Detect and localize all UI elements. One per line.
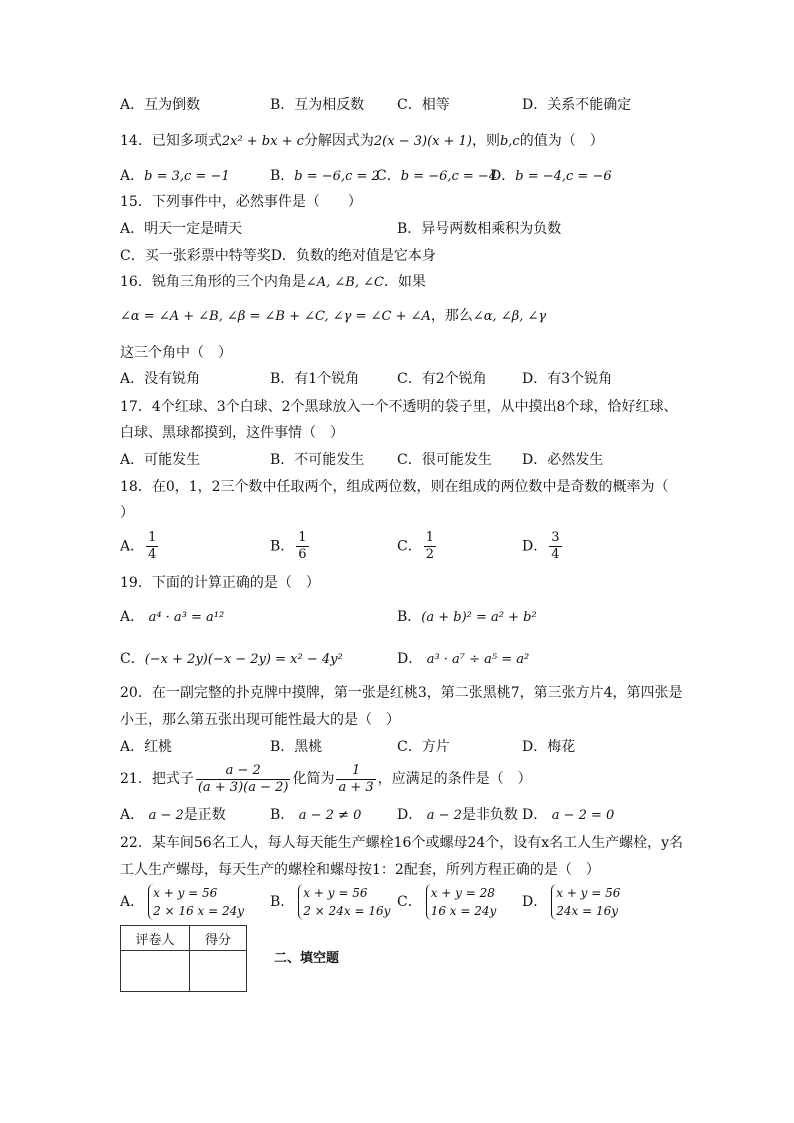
denominator: 2 [425, 547, 434, 562]
q20-option-b[interactable]: B．黑桃 [270, 739, 323, 755]
q22-line1: 22．某车间56名工人，每人每天能生产螺栓16个或螺母24个，设有x名工人生产螺栓，y名 [120, 835, 684, 851]
q16-definitions: ∠α = ∠A + ∠B, ∠β = ∠B + ∠C, ∠γ = ∠C + ∠A [120, 309, 431, 324]
q21-option-b[interactable] [270, 806, 361, 825]
equation: x + y = 56 [303, 886, 368, 900]
score-table-header-score: 得分 [190, 926, 247, 951]
q16-text: ，那么 [430, 308, 473, 324]
denominator: 6 [298, 547, 307, 562]
q17-line1: 17．4个红球、3个白球、2个黑球放入一个不透明的袋子里，从中摸出8个球，恰好红球、 [120, 399, 678, 415]
equation: 2 × 24x = 16y [303, 904, 391, 918]
option-label: D． [397, 807, 423, 823]
q14-stem [120, 132, 604, 151]
q16-text: 16．锐角三角形的三个内角是 [120, 274, 306, 290]
q17-line2: 白球、黑球都摸到，这件事情（ ） [120, 425, 344, 441]
option-math: b = −6,c = −4 [400, 169, 498, 184]
section-title: 二、填空题 [274, 950, 340, 965]
q17-option-b[interactable]: B．不可能发生 [270, 452, 365, 468]
option-label: A． [120, 807, 145, 823]
q20-option-d[interactable]: D．梅花 [522, 739, 576, 755]
equation-system [426, 884, 497, 920]
option-math: (−x + 2y)(−x − 2y) = x² − 4y² [144, 652, 343, 667]
equation-system [551, 884, 620, 920]
q21-text: ，应满足的条件是（ ） [377, 771, 532, 787]
option-math: (a + b)² = a² + b² [421, 610, 537, 625]
option-math: a − 2 ≠ 0 [298, 808, 362, 823]
q13-option-b[interactable]: B．互为相反数 [270, 97, 365, 113]
q16-option-d[interactable]: D．有3个锐角 [522, 371, 613, 387]
q21-option-a[interactable] [120, 806, 226, 825]
fraction [549, 530, 561, 563]
q14-polynomial: 2x² + bx + c [221, 134, 304, 149]
q19-option-b[interactable] [397, 608, 537, 627]
q21-text: 化简为 [292, 771, 335, 787]
fraction [424, 530, 436, 563]
equation: x + y = 56 [556, 886, 621, 900]
option-label: D． [490, 168, 516, 184]
q22-option-c[interactable] [397, 884, 496, 920]
q16-stem [120, 273, 426, 292]
q14-factored: 2(x − 3)(x + 1) [373, 134, 472, 149]
option-label: A． [120, 609, 145, 625]
score-table-header-grader: 评卷人 [121, 926, 190, 951]
option-label: D． [397, 651, 423, 667]
fraction [146, 530, 158, 563]
q16-line3: 这三个角中（ ） [120, 345, 232, 361]
q17-option-c[interactable]: C．很可能发生 [397, 452, 492, 468]
option-label: D． [522, 538, 548, 555]
option-label: A． [120, 168, 145, 184]
option-label: B． [270, 538, 295, 555]
q22-line2: 工人生产螺母，每天生产的螺栓和螺母按1：2配套，所列方程正确的是（ ） [120, 862, 600, 878]
q18-line1: 18．在0，1，2三个数中任取两个，组成两位数，则在组成的两位数中是奇数的概率为（ [120, 479, 669, 495]
q18-option-d[interactable] [522, 530, 564, 563]
q20-option-a[interactable]: A．红桃 [120, 739, 173, 755]
equation: x + y = 56 [153, 886, 218, 900]
q16-option-a[interactable]: A．没有锐角 [120, 371, 201, 387]
numerator: 1 [148, 530, 157, 545]
q17-option-a[interactable]: A．可能发生 [120, 452, 201, 468]
q17-option-d[interactable]: D．必然发生 [522, 452, 604, 468]
q19-option-a[interactable] [120, 608, 224, 627]
q14-option-b[interactable] [270, 167, 380, 186]
q14-option-c[interactable] [376, 167, 497, 186]
q16-text: ．如果 [383, 274, 426, 290]
q14-text: 的值为（ ） [519, 133, 604, 149]
q19-option-d[interactable] [397, 650, 529, 669]
q14-text: 14．已知多项式 [120, 133, 222, 149]
q20-option-c[interactable]: C．方片 [397, 739, 450, 755]
q18-option-a[interactable] [120, 530, 160, 563]
option-math: a³ · a⁷ ÷ a⁵ = a² [426, 652, 530, 667]
q19-option-c[interactable] [120, 650, 343, 669]
q15-stem: 15．下列事件中，必然事件是（ ） [120, 194, 362, 210]
q20-line1: 20．在一副完整的扑克牌中摸牌，第一张是红桃3，第二张黑桃7，第三张方片4，第四张是 [120, 685, 683, 701]
score-table [120, 925, 247, 992]
option-label: C． [397, 538, 422, 555]
q21-fraction-original [196, 763, 291, 796]
q14-text: 分解因式为 [303, 133, 374, 149]
q14-text: ，则 [471, 133, 500, 149]
q15-option-a[interactable]: A．明天一定是晴天 [120, 221, 243, 237]
equation-system [148, 884, 244, 920]
equation: 16 x = 24y [430, 904, 497, 918]
numerator: a − 2 [196, 763, 291, 780]
score-table-cell-score[interactable] [190, 951, 247, 992]
q13-option-a[interactable]: A．互为倒数 [120, 97, 201, 113]
option-text: 是正数 [183, 807, 226, 823]
option-label: A． [120, 538, 145, 555]
denominator: 4 [148, 547, 157, 562]
q21-text: 21．把式子 [120, 771, 194, 787]
option-label: C． [376, 168, 401, 184]
q22-option-a[interactable] [120, 884, 244, 920]
q22-option-d[interactable] [522, 884, 620, 920]
q21-option-d2[interactable] [522, 806, 614, 825]
q15-option-b[interactable]: B．异号两数相乘积为负数 [397, 221, 562, 237]
q16-option-c[interactable]: C．有2个锐角 [397, 371, 487, 387]
fraction [296, 530, 308, 563]
denominator: (a + 3)(a − 2) [197, 779, 289, 795]
option-text: 是非负数 [461, 807, 518, 823]
option-math: a⁴ · a³ = a¹² [148, 610, 225, 625]
option-label: D． [522, 807, 548, 823]
q21-fraction-simplified [336, 763, 375, 796]
numerator: 3 [551, 530, 560, 545]
option-math: a − 2 [148, 808, 184, 823]
option-label: C． [397, 894, 422, 910]
q14-option-d[interactable] [490, 167, 612, 186]
denominator: 4 [551, 547, 560, 562]
q14-vars: b,c [499, 134, 520, 149]
option-label: B． [270, 168, 295, 184]
equation: 2 × 16 x = 24y [153, 904, 245, 918]
q16-option-b[interactable]: B．有1个锐角 [270, 371, 360, 387]
q16-angle-list: ∠α, ∠β, ∠γ [472, 309, 547, 324]
option-math: a − 2 = 0 [551, 808, 615, 823]
q18-option-c[interactable] [397, 530, 438, 563]
option-math: b = −4,c = −6 [515, 169, 612, 184]
q18-option-b[interactable] [270, 530, 311, 563]
q21-stem [120, 762, 532, 796]
q16-line2 [120, 307, 546, 326]
q16-angles: ∠A, ∠B, ∠C [305, 275, 384, 290]
option-math: b = 3,c = −1 [144, 169, 230, 184]
equation: 24x = 16y [556, 904, 619, 918]
q19-stem: 19．下面的计算正确的是（ ） [120, 575, 320, 591]
option-label: B． [270, 894, 295, 910]
q13-option-d[interactable]: D．关系不能确定 [522, 97, 632, 113]
q14-option-a[interactable] [120, 167, 230, 186]
option-label: D． [522, 894, 548, 910]
q18-line2: ） [120, 505, 134, 521]
score-table-cell-grader[interactable] [121, 951, 190, 992]
numerator: 1 [425, 530, 434, 545]
option-label: C． [120, 651, 145, 667]
equation: x + y = 28 [430, 886, 495, 900]
q13-option-c[interactable]: C．相等 [397, 97, 450, 113]
q20-line2: 小王，那么第五张出现可能性最大的是（ ） [120, 712, 400, 728]
option-label: A． [120, 894, 145, 910]
denominator: a + 3 [338, 779, 374, 795]
option-label: B． [397, 609, 422, 625]
q15-option-cd[interactable]: C．买一张彩票中特等奖D．负数的绝对值是它本身 [120, 248, 436, 264]
q21-option-d1[interactable] [397, 806, 518, 825]
numerator: 1 [336, 763, 375, 780]
q22-option-b[interactable] [270, 884, 390, 920]
option-label: B． [270, 807, 295, 823]
option-math: a − 2 [426, 808, 462, 823]
option-math: b = −6,c = 2 [294, 169, 380, 184]
equation-system [298, 884, 390, 920]
numerator: 1 [298, 530, 307, 545]
